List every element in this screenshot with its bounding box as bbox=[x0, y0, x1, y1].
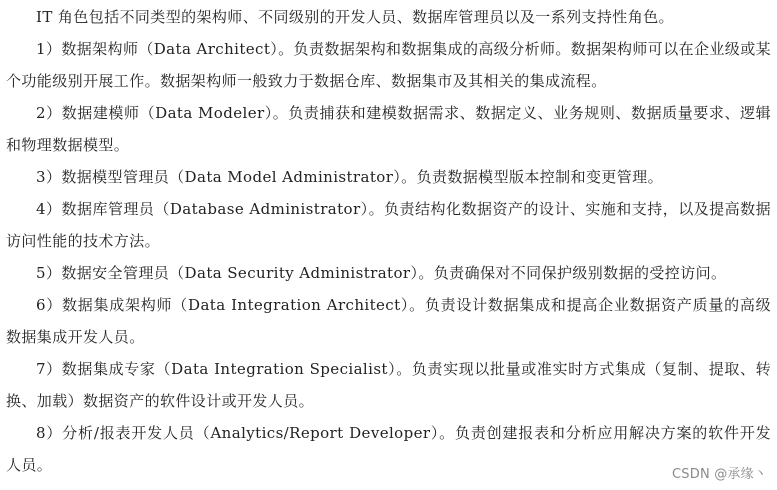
document-page bbox=[6, 0, 771, 490]
csdn-watermark: CSDN @承缘丶 bbox=[672, 467, 767, 482]
intro-paragraph: IT 角色包括不同类型的架构师、不同级别的开发人员、数据库管理员以及一系列支持性角色。 bbox=[36, 8, 674, 26]
role-analytics-report-developer: 8）分析/报表开发人员（Analytics/Report Developer）。负责创建报表和分析应用解决方案的软件开发人员。 bbox=[6, 424, 771, 474]
role-data-modeler: 2）数据建模师（Data Modeler）。负责捕获和建模数据需求、数据定义、业务规则、数据质量要求、逻辑和物理数据模型。 bbox=[6, 104, 771, 154]
role-data-integration-architect: 6）数据集成架构师（Data Integration Architect）。负责设计数据集成和提高企业数据资产质量的高级数据集成开发人员。 bbox=[6, 296, 771, 346]
role-data-architect: 1）数据架构师（Data Architect）。负责数据架构和数据集成的高级分析师。数据架构师可以在企业级或某个功能级别开展工作。数据架构师一般致力于数据仓库、数据集市及其相关的集成流程。 bbox=[6, 40, 771, 90]
role-data-security-administrator: 5）数据安全管理员（Data Security Administrator）。负责确保对不同保护级别数据的受控访问。 bbox=[36, 264, 727, 282]
role-database-administrator: 4）数据库管理员（Database Administrator）。负责结构化数据资产的设计、实施和支持，以及提高数据访问性能的技术方法。 bbox=[6, 200, 771, 250]
role-data-integration-specialist: 7）数据集成专家（Data Integration Specialist）。负责实现以批量或准实时方式集成（复制、提取、转换、加载）数据资产的软件设计或开发人员。 bbox=[6, 360, 771, 410]
role-data-model-administrator: 3）数据模型管理员（Data Model Administrator）。负责数据模型版本控制和变更管理。 bbox=[36, 168, 663, 186]
